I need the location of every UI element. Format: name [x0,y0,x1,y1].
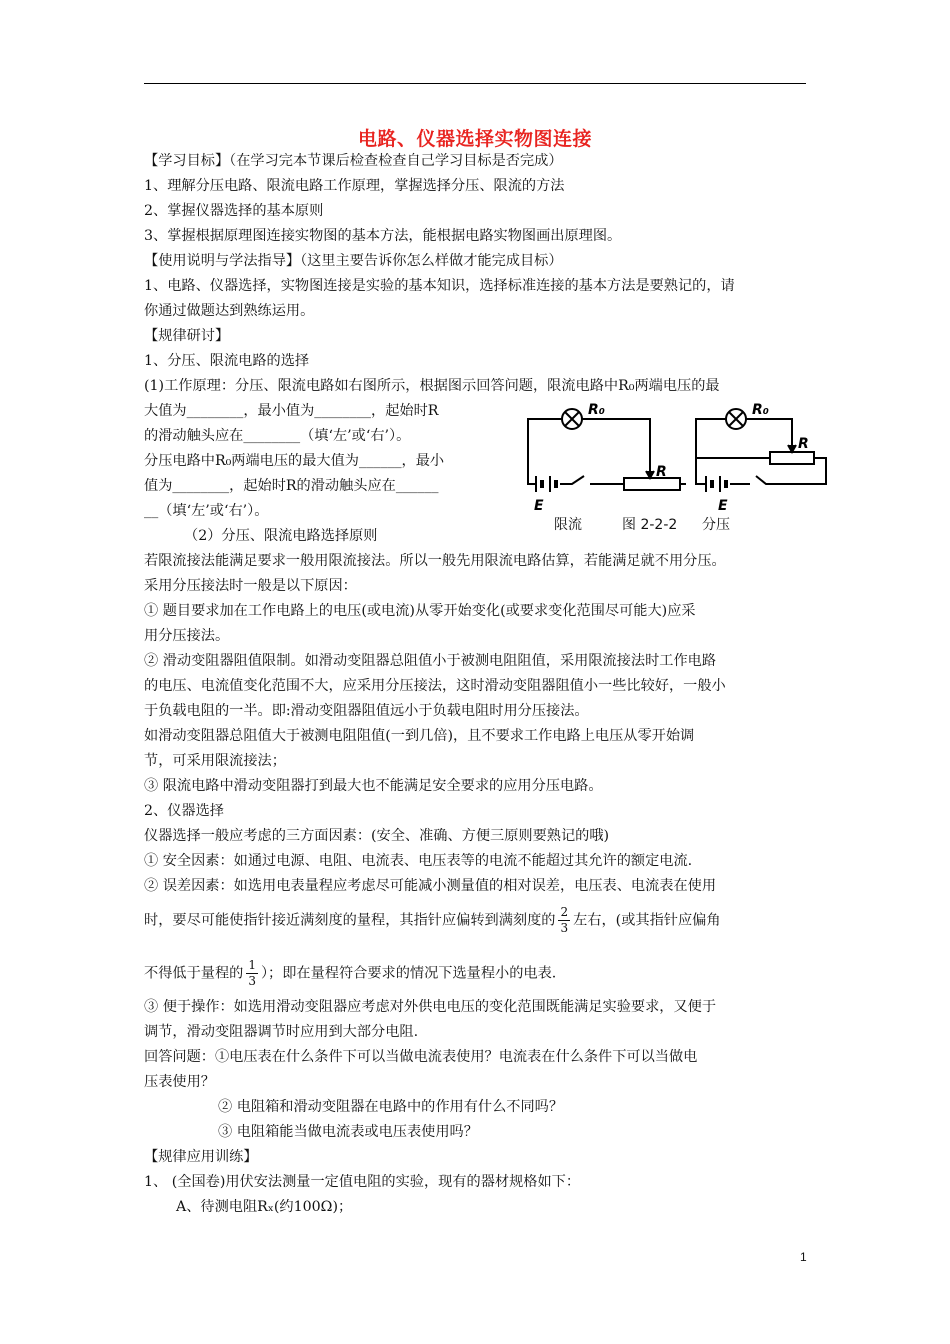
text-line: 【使用说明与学法指导】（这里主要告诉你怎么样做才能完成目标） [144,253,563,269]
fraction-numerator: 1 [248,958,256,972]
text-line: 值为________，起始时R的滑动触头应在______ [144,478,439,494]
text-line: 如滑动变阻器总阻值大于被测电阻阻值(一到几倍)，且不要求工作电路上电压从零开始调 [144,728,695,744]
text-line-with-fraction [144,905,721,936]
text-line: ③ 便于操作：如选用滑动变阻器应考虑对外供电电压的变化范围既能满足实验要求，又便于 [144,999,717,1015]
e-label: E [718,498,728,514]
text-line: ② 电阻箱和滑动变阻器在电路中的作用有什么不同吗？ [218,1099,564,1115]
text-segment: 左右，(或其指针应偏角 [573,912,721,929]
text-line: 2、掌握仪器选择的基本原则 [144,203,324,219]
text-line: 的滑动触头应在________（填‘左’或‘右’）。 [144,428,411,444]
fraction-one-third [246,958,258,989]
page-number: 1 [800,1250,807,1264]
text-line: A、待测电阻Rₓ(约100Ω)； [176,1199,353,1215]
text-segment: 不得低于量程的 [144,965,244,982]
text-line: 回答问题：①电压表在什么条件下可以当做电流表使用？电流表在什么条件下可以当做电 [144,1049,698,1065]
text-line: 用分压接法。 [144,628,230,644]
text-line: ② 滑动变阻器阻值限制。如滑动变阻器总阻值小于被测电阻阻值，采用限流接法时工作电路 [144,653,717,669]
document-title: 电路、仪器选择实物图连接 [357,128,592,150]
text-line: (1)工作原理：分压、限流电路如右图所示，根据图示回答问题，限流电路中R₀两端电压的最 [144,378,720,394]
fraction-denominator: 3 [248,974,256,988]
r0-label: R₀ [752,402,769,418]
text-line: 压表使用？ [144,1074,215,1090]
text-line: 节，可采用限流接法； [144,753,286,769]
text-line: 仪器选择一般应考虑的三方面因素：(安全、准确、方便三原则要熟记的哦) [144,828,610,844]
text-line: __（填‘左’或‘右’）。 [144,503,269,519]
text-segment: 时，要尽可能使指针接近满刻度的量程，其指针应偏转到满刻度的 [144,912,556,929]
header-rule [144,83,806,84]
caption-figure-number: 图 2-2-2 [622,517,678,533]
text-line: 1、电路、仪器选择，实物图连接是实验的基本知识，选择标准连接的基本方法是要熟记的，请 [144,278,735,294]
text-line: ① 安全因素：如通过电源、电阻、电流表、电压表等的电流不能超过其允许的额定电流. [144,853,693,869]
text-segment: ）；即在量程符合要求的情况下选量程小的电表. [260,965,557,982]
text-line: 于负载电阻的一半。即:滑动变阻器阻值远小于负载电阻时用分压接法。 [144,703,589,719]
text-line: 分压电路中R₀两端电压的最大值为______，最小 [144,453,445,469]
text-line: 【规律研讨】 [144,328,230,344]
fraction-numerator: 2 [560,905,569,919]
text-line: ② 误差因素：如选用电表量程应考虑尽可能减小测量值的相对误差，电压表、电流表在使用 [144,878,717,894]
r-label: R [798,436,809,452]
text-line: 1、 (全国卷)用伏安法测量一定值电阻的实验，现有的器材规格如下： [144,1174,581,1190]
text-line: 大值为________，最小值为________，起始时R [144,403,439,419]
text-line-with-fraction [144,958,556,989]
text-line: 2、仪器选择 [144,803,224,819]
text-line: ① 题目要求加在工作电路上的电压(或电流)从零开始变化(或要求变化范围尽可能大)应采 [144,603,696,619]
text-line: ③ 电阻箱能当做电流表或电压表使用吗？ [218,1124,478,1140]
text-line: 的电压、电流值变化范围不大，应采用分压接法，这时滑动变阻器阻值小一些比较好，一般小 [144,678,726,694]
text-line: （2）分压、限流电路选择原则 [184,528,378,544]
fraction-two-thirds [558,905,570,936]
text-line: 1、理解分压电路、限流电路工作原理，掌握选择分压、限流的方法 [144,178,565,194]
r0-label: R₀ [588,402,605,418]
fraction-denominator: 3 [560,921,569,935]
r-label: R [656,464,667,480]
caption-limiting: 限流 [554,517,582,533]
text-line: 调节，滑动变阻器调节时应用到大部分电阻. [144,1024,419,1040]
text-line: 3、掌握根据原理图连接实物图的基本方法，能根据电路实物图画出原理图。 [144,228,622,244]
text-line: ③ 限流电路中滑动变阻器打到最大也不能满足安全要求的应用分压电路。 [144,778,603,794]
text-line: 【规律应用训练】 [144,1149,258,1165]
text-line: 【学习目标】（在学习完本节课后检查检查自己学习目标是否完成） [144,153,563,169]
text-line: 1、分压、限流电路的选择 [144,353,310,369]
text-line: 若限流接法能满足要求一般用限流接法。所以一般先用限流电路估算，若能满足就不用分压。 [144,553,726,569]
e-label: E [534,498,544,514]
caption-divider: 分压 [702,517,730,533]
text-line: 你通过做题达到熟练运用。 [144,303,315,319]
text-line: 采用分压接法时一般是以下原因： [144,578,357,594]
